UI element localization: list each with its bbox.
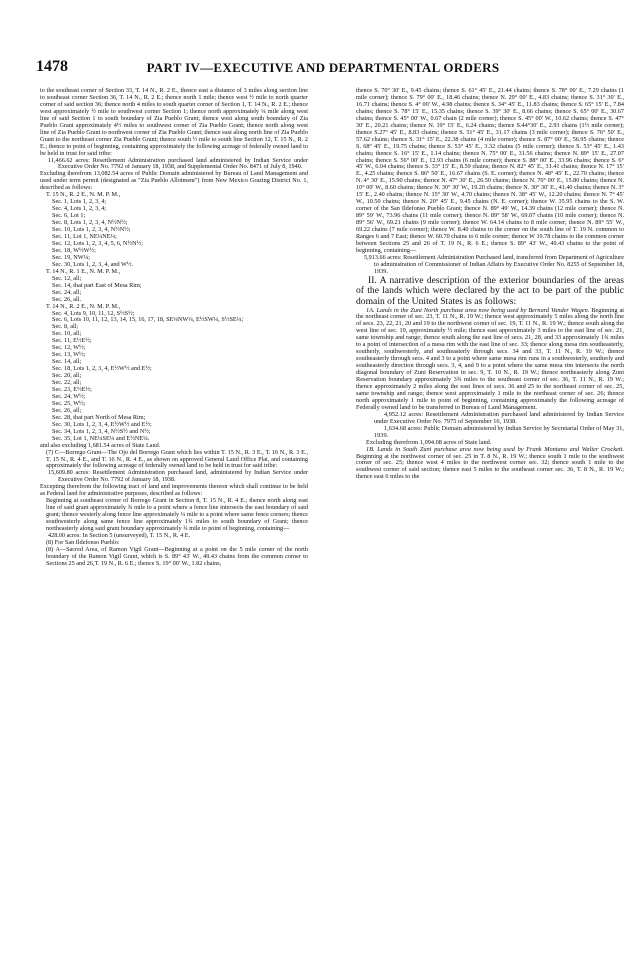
lot-list [40,311,308,443]
lot-line: Sec. 1, Lots 1, 2, 3, 4; [52,198,107,206]
lot-line: Sec. 34, Lots 1, 2, 3, 4, N½S½ and N½; [52,427,151,435]
lot-line: Sec. 22, all; [52,379,82,387]
lot-line: Sec. 24, W½; [52,392,86,400]
lot-line: Sec. 30, Lots 1, 2, 3, 4, E½W½ and E½; [52,420,152,428]
lot-line: Sec. 26, all. [52,295,82,303]
paragraph: Excluding therefrom 13,082.54 acres of Public Domain administered by Bureau of Land Management and used under term permit (designated as "Zia Pueblo Allotment") from New Mexico Grazing District No. 1, described as follows: [40,170,308,192]
lot-line: Sec. 25, W½; [52,399,86,407]
tract-text: Beginning at the northeast corner of sec. 23, T. 11 N., R. 19 W.; thence west approximately 5 miles along the north line of secs. 23, 22, 21, 20 and 19 to the northwest corner of sec. 19, T. 11 N., R. 19 W.; thence south along the west line of sec. 19, approximately ½ mile; thence east approximately 3 miles to the east line of sec. 21, same township and range; thence south along the east line of secs. 21, 28, and 33 approximately 1¾ miles to a point of intersection of a mesa rim with the east line of sec. 33; thence along mesa rim southeasterly, southerly, southwesterly, and southeasterly through secs. 34 and 33, T. 11 N., R. 19 W.; thence southeasterly through secs. 4 and 3 to a point where same mesa rim runs in a southwesterly, southerly and southeasterly direction through secs. 3, 4, and 9 to a point where the same mesa rim intersects the north diagonal boundary of Zuni Reservation in sec. 9, T. 10 N., R. 19 W.; thence northeasterly along Zuni Reservation boundary approximately 3¾ miles to the southeast corner of sec. 36, T. 11 N., R. 19 W.; thence approximately 2 miles along the east lines of secs. 36 and 25 to the northeast corner of sec. 25, same township and range; thence west approximately 1 mile to the northeast corner of sec. 26; thence north approximately 1 mile to point of beginning, containing approximately the following acreage of Federally owned land to be transferred to Bureau of Land Management. [356,306,624,411]
acreage-entry: 4,952.12 acres: Resettlement Administration purchased land administered by Indian Service under Executive Order No. 7975 of September 16, 1938. [374,410,624,425]
lot-line: Sec. 13, W½; [52,351,86,359]
lot-line: Sec. 19, NW¼; [52,253,90,261]
tract-title: 1A. Lands in the Zuni North purchase area now being used by Bernard Vander Wagen. [366,306,590,314]
lot-line: Sec. 23, E½E½; [52,385,92,393]
paragraph: to the southeast corner of Section 33, T. 14 N., R. 2 E., thence east a distance of 3 miles along section line to southeast corner Section 36, T. 14 N., R. 2 E.; thence north 1 mile; thence west ½ mile to north quarter corner of said section 36; thence north 4 miles to south quarter corner of Section 1, T. 14 N., R. 2 E.; thence west approximately ½ mile to southwest corner Section 1; thence north approximately ¼ mile along west line of said Section 1 to south boundary of Zia Pueblo Grant; thence west along south boundary of Zia Pueblo Grant approximately 4½ miles to southwest corner of Zia Pueblo Grant; thence north along west line of Zia Pueblo Grant to northwest corner of Zia Pueblo Grant; thence east along north line of Zia Pueblo Grant to the northeast corner Zia Pueblo Grant; thence south ½ mile to south line Section 12, T. 15 N., R. 2 E.; thence to point of beginning, containing approximately the following acreage of federally owned land to be held in trust for said tribe: [40,87,308,157]
lot-line: Sec. 20, all; [52,372,82,380]
acreage-entry: 11,466.62 acres: Resettlement Administration purchased land administered by Indian Service under Executive Order No. 7792 of January 18, 1938, and Supplemental Order No. 8471 of July 8, 1940. [48,156,308,171]
lot-line: Sec. 8, Lots 1, 2, 3, 4, N½N½; [52,219,128,227]
lot-line: Sec. 12, W½; [52,344,86,352]
section-heading: II. A narrative description of the exterior boundaries of the areas of the lands which were declared by the act to be part of the public domain of the United States is as follows: [356,274,624,307]
paragraph: (8) A—Sacred Area, of Ramon Vigil Grant—Beginning at a point on the 5 mile corner of the north boundary of the Ramon Vigil Grant, which is S. 89° 43′ W., 49.43 chains from the common corner to Sections 25 and 26,T. 19 N., R. 6 E.; thence S. 19° 00′ W., 1.82 chains, [46,545,308,567]
township-heading: T. 14 N., R. 1 E., N. M. P. M., [46,267,121,275]
lot-line: Sec. 14, that part East of Mesa Rim; [52,281,142,289]
lot-line: Sec. 4, Lots 9, 10, 11, 12, S½S½; [52,309,135,317]
lot-line: Sec. 24, all; [52,288,82,296]
lot-line: Sec. 18, Lots 1, 2, 3, 4, E½W½ and E½; [52,365,152,373]
lot-list [40,276,308,304]
township-heading: T. 14 N., R. 2 E., N. M. P. M., [46,302,121,310]
acreage-entry: 5,913.66 acres: Resettlement Administration Purchased land, transferred from Department of Agriculture to administration of Commissioner of Indian Affairs by Executive Order No. 8255 of September 18, 1939. [364,253,624,275]
lot-line: Sec. 11, E½E½; [52,337,92,345]
lot-line: Sec. 4, Lots 1, 2, 3, 4; [52,205,107,213]
lot-line: Sec. 28, that part North of Mesa Rim; [52,413,146,421]
acreage-entry: 15,609.80 acres: Resettlement Administration purchased land, administered by Indian Service under Executive Order No. 7792 of January 18, 1938. [48,469,308,484]
lot-line: Sec. 12, all; [52,274,82,282]
tract-1a [356,308,624,412]
page-number: 1478 [36,58,68,75]
lot-line: Sec. 10, all; [52,330,82,338]
lot-line: Sec. 35, Lot 1, NE¼SE¼ and E½NE¼. [52,434,150,442]
lot-list [40,199,308,269]
tract-text: Beginning at the northwest corner of sec. 25 in T. 8 N., R. 19 W.; thence south 1 mile to the southwest corner of sec. 25; thence west 4 miles to the northwest corner sec. 32; thence south 1 mile to the southwest corner of said section; thence east 5 miles to the southeast corner sec. 36, T. 8 N., R. 19 W.; thence east 6 miles to the [356,452,624,481]
paragraph: thence S. 70° 30′ E., 9.45 chains; thence S. 61° 45′ E., 21.44 chains; thence S. 78° 00′ E., 7.29 chains (1 mile corner); thence S. 79° 00′ E., 18.46 chains; thence N. 29° 00′ E., 4.83 chains; thence S. 31° 30′ E., 16.71 chains; thence S. 4° 00′ W., 4.98 chains; thence S. 34° 45′ E., 11.83 chains; thence S. 65° 15′ E., 7.84 chains; thence S. 78° 15′ E., 15.35 chains; thence S. 39° 30′ E., 8.66 chains; thence S. 65° 00′ E., 30.67 chains; thence S. 45° 00′ W., 0.67 chain (2 mile corner); thence S. 45° 00′ W., 10.62 chains; thence S. 47° 30′ E., 20.21 chains; thence N. 19° 15′ E., 6.24 chains; thence S.44°30′ E., 2.93 chains (1½ mile corner); thence S.27° 45′ E., 8.83 chains; thence S. 51° 45′ E., 31.17 chains (3 mile corner); thence S. 76° 50′ E., 57.62 chains; thence S. 31° 15′ E., 22.38 chains (4 mile corner); thence S. 87° 00′ E., 56.95 chains; thence S. 68° 45′ E., 19.75 chains; thence S. 53° 45′ E., 3.32 chains (5 mile corner); thence S. 53° 45′ E., 1.43 chains; thence S. 16° 15′ E., 1.14 chains; thence N. 75° 00′ E., 31.56 chains; thence N. 89° 15′ E., 27.07 chains; thence S. 56° 00′ E., 12.93 chains (6 mile corner); thence S. 88° 00′ E., 33.96 chains; thence S. 6° 45′ W., 6.04 chains; thence S. 33° 15′ E., 8.59 chains; thence N. 82° 45′ E., 31.41 chains; thence N. 17° 15′ E., 4.25 chains; thence S. 86° 50′ E., 16.67 chains (S. E. corner); thence N. 48° 45′ E., 22.70 chains; thence N. 4° 30′ E., 15.90 chains; thence N. 47° 30′ E., 26.50 chains; thence N. 70° 00′ E., 15.80 chains; thence N. 10° 00′ W., 8.60 chains; thence N. 30° 30′ W., 19.20 chains; thence N. 30° 30′ E., 41.40 chains; thence N. 3° 15′ E., 2.40 chains; thence N. 15° 30′ W., 4.70 chains; thence N. 38° 45′ W., 12.20 chains; thence N. 7° 45′ W., 10.50 chains; thence N. 20° 45′ E., 9.45 chains (N. E. corner); thence W. 35.95 chains to the S. W. corner of the San Ildefonso Pueblo Grant; thence N. 89° 49′ W., 14.39 chains (12 mile corner); thence N. 89° 59′ W., 73.96 chains (11 mile corner); thence N. 89° 58′ W., 69.07 chains (10 mile corner); thence N. 89° 56′ W., 69.21 chains (9 mile corner); thence W. 64.14 chains to 8 mile corner; thence N. 89° 55′ W., 69.22 chains (7 mile corner); thence W. 8.40 chains to the corner on the south line of T. 19 N. common to Ranges 6 and 7 East; thence W. 60.70 chains to 6 mile corner; thence W 19.78 chains to the common corner between Sections 25 and 26 of T. 19 N., R. 6 E.; thence S. 89° 43′ W., 49.43 chains to the point of beginning, containing— [356,87,624,254]
paragraph: Excluding therefrom 1,094.08 acres of State land. [366,438,492,446]
right-column [356,88,624,481]
paragraph: (7) C—Borrego Grant—The Ojo del Borrego Grant which lies within T. 15 N., R. 3 E., T. 16 N., R. 3 E., T. 15 N., R. 4 E., and T. 16 N., R. 4 E., as shown on approved General Land Office Plat, and containing approximately the following acreage of federally owned land to be held in trust for said tribe: [46,448,308,470]
tract-title: 1B. Lands in South Zuni purchase area now being used by Frank Montano and Walter Crockett. [366,445,624,453]
lot-line: Sec. 18, W½W½; [52,246,96,254]
lot-line: Sec. 14, all; [52,358,82,366]
paragraph: Excepting therefrom the following tract of land and improvements thereon which shall continue to be held as Federal land for administrative purposes, described as follows: [40,483,308,498]
lot-line: Sec. 26, all; [52,406,82,414]
acreage-entry: 428.00 acres: In Section 5 (unsurveyed), T. 15 N., R. 4 E. [48,532,191,539]
page-header [36,58,610,78]
section-label: (8) For San Ildefonso Pueblo: [46,538,120,546]
paragraph: Beginning at southeast corner of Borrego Grant in Section 8, T. 15 N., R. 4 E.; thence north along east line of said grant approximately ¾ mile to a point where a fence line intersects the east boundary of said grant; thence westerly along fence line approximately ¼ mile to a point where same fence corners; thence southwesterly along same fence line approximately 1¾ miles to south boundary of Grant; thence northeasterly along said grant boundary approximately ¾ mile to point of beginning, containing— [46,497,308,533]
lot-line: Sec. 8, all; [52,323,79,331]
paragraph: and also excluding 1,681.54 acres of State Land. [40,441,161,449]
acreage-entry: 1,634.68 acres: Public Domain administered by Indian Service by Secretarial Order of May 31, 1939. [374,424,624,439]
tract-1b [356,447,624,482]
township-heading: T. 15 N., R. 2 E., N. M. P. M., [46,191,121,199]
lot-line: Sec. 6, Lot 1; [52,212,86,220]
tract-descriptions [356,308,624,482]
left-column [40,88,308,568]
running-head: PART IV—EXECUTIVE AND DEPARTMENTAL ORDERS [146,60,500,75]
lot-line: Sec. 10, Lots 1, 2, 3, 4, N½N½; [52,226,131,234]
lot-line: Sec. 11, Lot 1, NE¼NE¼; [52,233,117,241]
lot-line: Sec. 6, Lots 10, 11, 12, 13, 14, 15, 16, 17, 18, SE¼NW¼, E½SW¼, S½SE¼; [52,316,244,324]
lot-line: Sec. 30, Lots 1, 2, 3, 4, and W½. [52,260,134,268]
lot-line: Sec. 12, Lots 1, 2, 3, 4, 5, 6, N½N½; [52,239,143,247]
